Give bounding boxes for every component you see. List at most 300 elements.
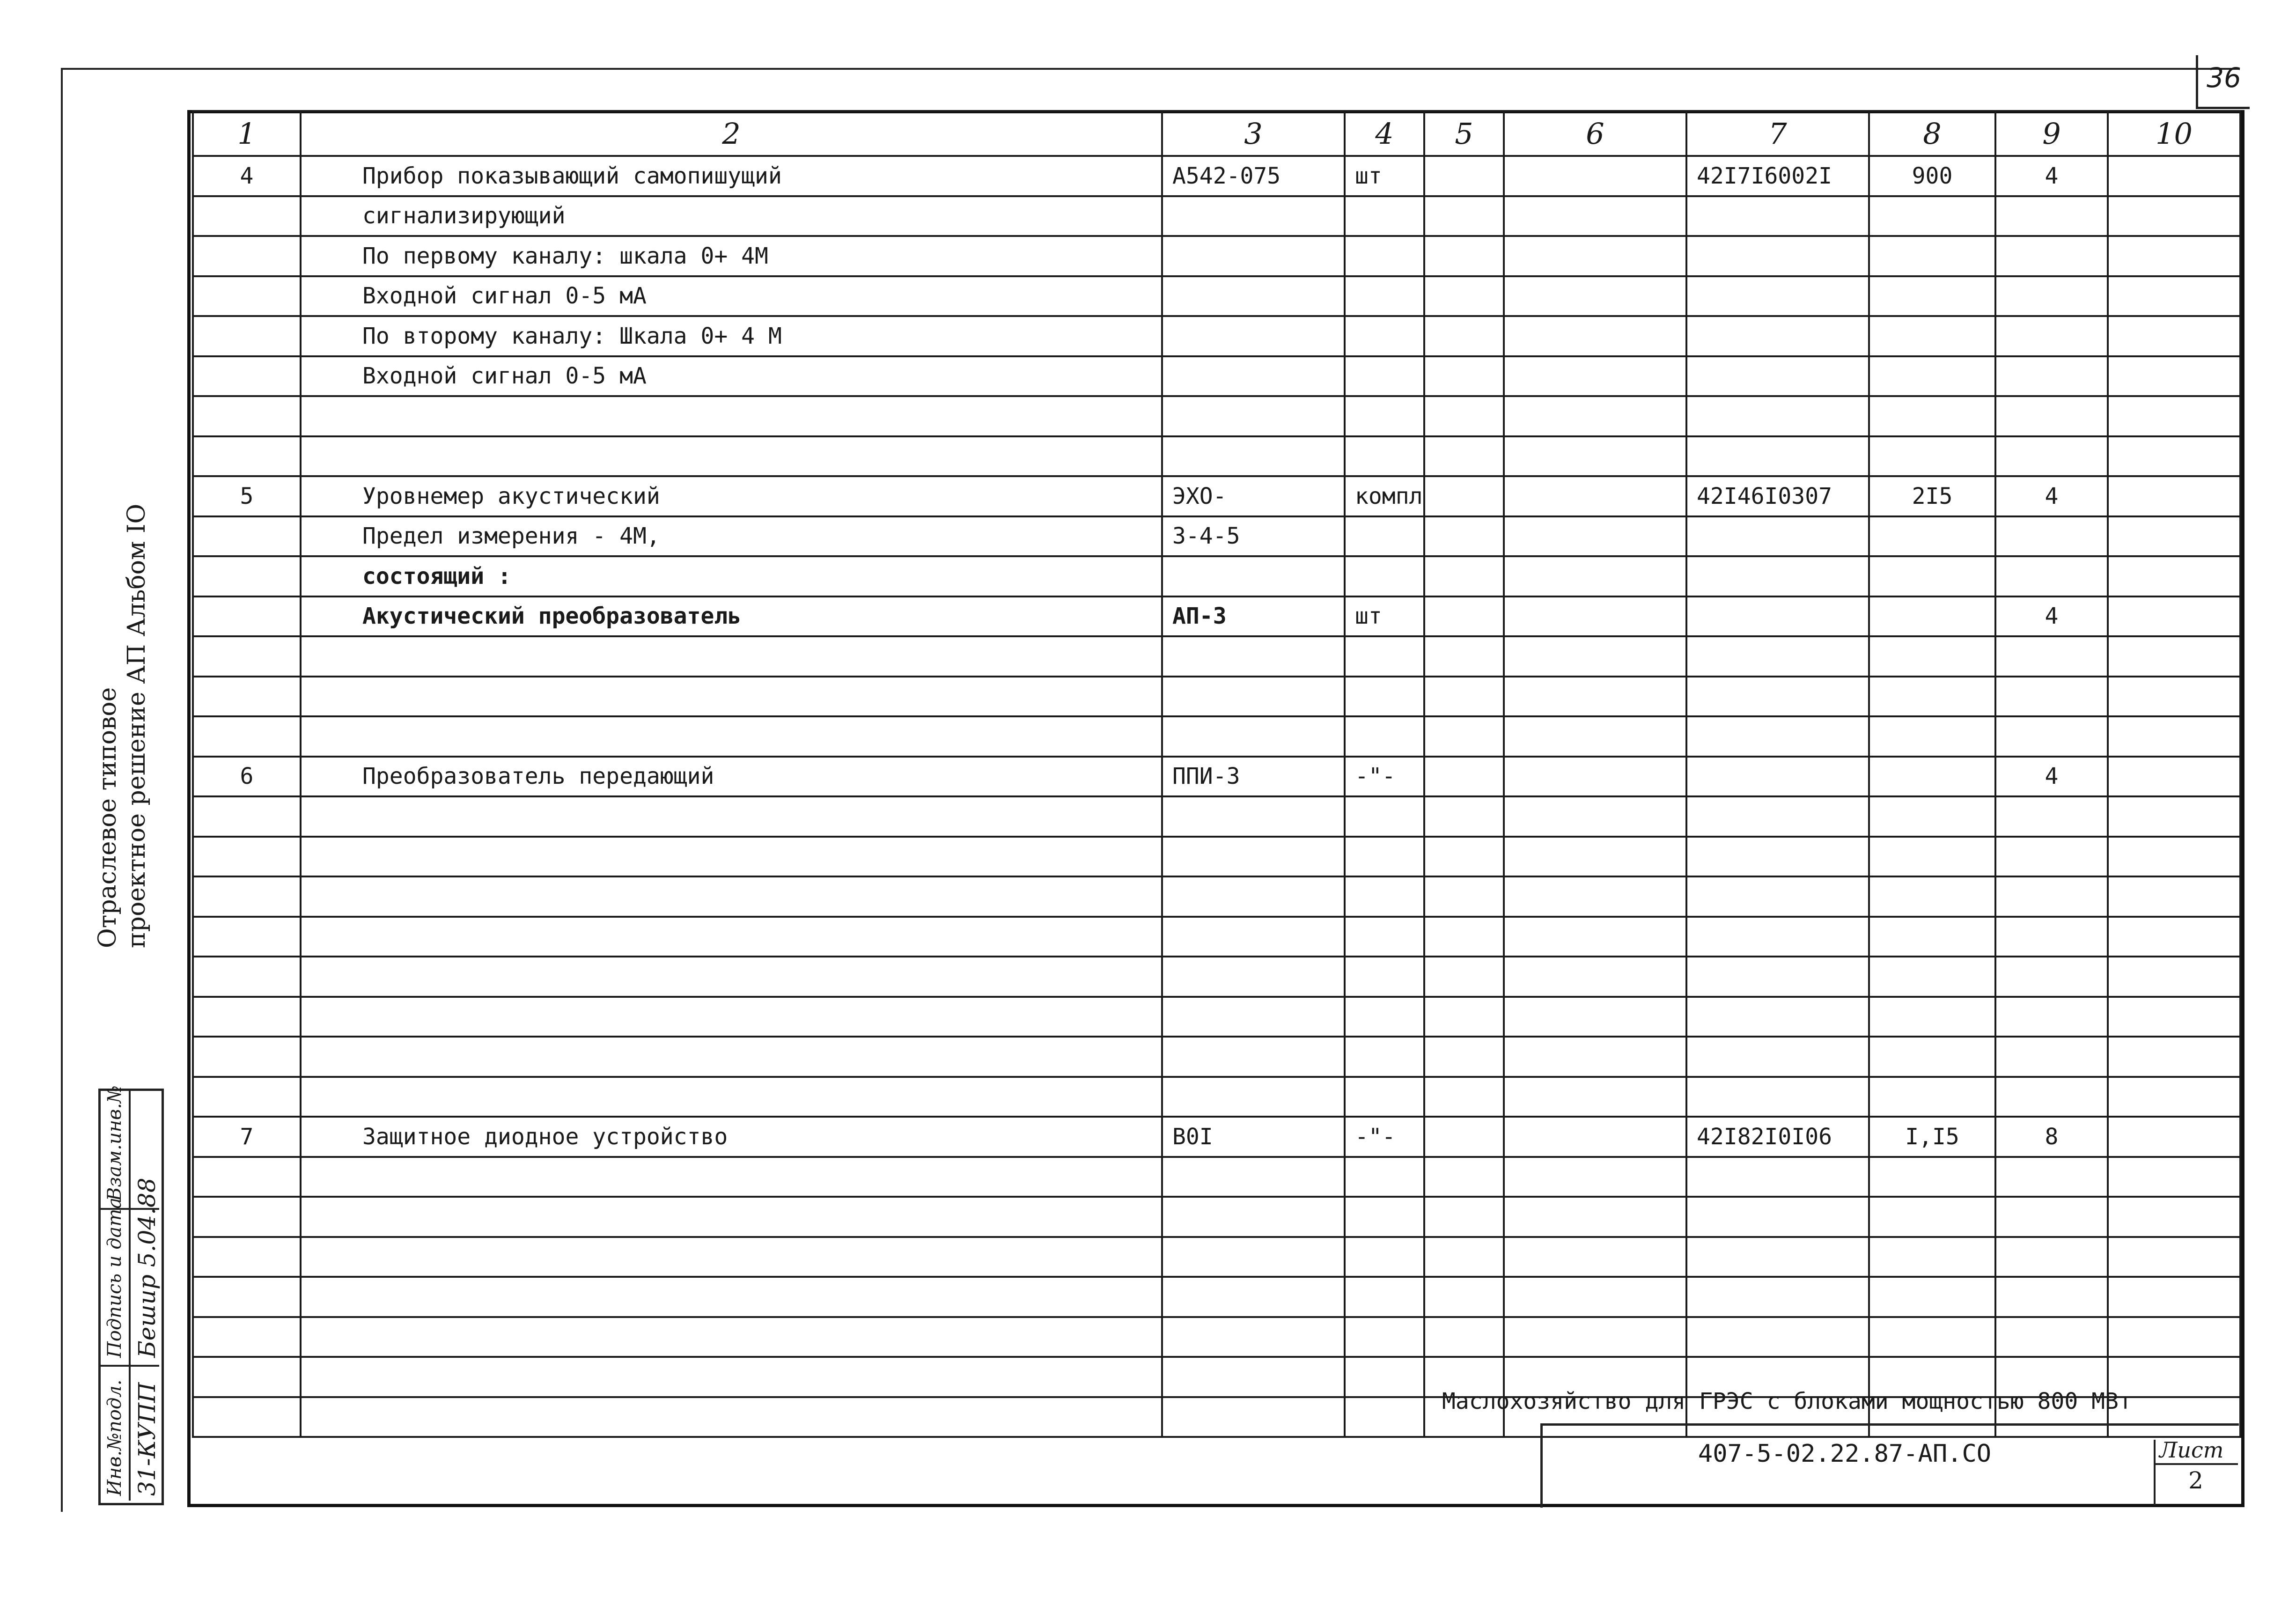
code-cell xyxy=(1686,716,1869,757)
price-cell xyxy=(1869,997,1995,1037)
price-cell xyxy=(1869,837,1995,877)
price-cell xyxy=(1869,436,1995,477)
position-cell xyxy=(193,316,301,356)
unit-cell xyxy=(1345,1077,1424,1117)
table-row xyxy=(193,516,2240,557)
position-cell xyxy=(193,1157,301,1197)
quantity-cell xyxy=(1995,1077,2108,1117)
code-cell xyxy=(1686,596,1869,637)
quantity-cell xyxy=(1995,957,2108,997)
code-cell xyxy=(1686,876,1869,917)
unit-cell xyxy=(1345,276,1424,317)
unit-cell xyxy=(1345,1317,1424,1357)
name-cell: Входной сигнал 0-5 мА xyxy=(301,276,1162,317)
code-cell xyxy=(1686,236,1869,276)
table-row xyxy=(193,917,2240,957)
header-col-10: 10 xyxy=(2108,111,2240,156)
code-cell xyxy=(1686,917,1869,957)
quantity-cell xyxy=(1995,1317,2108,1357)
name-cell xyxy=(301,1397,1162,1437)
footer-caption: Маслохозяйство для ГРЭС с блоками мощностью 800 МВт xyxy=(1442,1388,2132,1414)
col5-cell xyxy=(1424,876,1504,917)
price-cell: 900 xyxy=(1869,156,1995,196)
col6-cell xyxy=(1504,1197,1686,1237)
sign-date-value: Бешир 5.04.88 xyxy=(133,1178,161,1358)
col5-cell xyxy=(1424,236,1504,276)
code-cell xyxy=(1686,1077,1869,1117)
price-cell xyxy=(1869,1317,1995,1357)
type-cell xyxy=(1162,1037,1345,1077)
table-row xyxy=(193,796,2240,837)
table-row xyxy=(193,1277,2240,1317)
type-cell xyxy=(1162,876,1345,917)
col5-cell xyxy=(1424,837,1504,877)
position-cell xyxy=(193,1317,301,1357)
code-cell xyxy=(1686,396,1869,436)
type-cell xyxy=(1162,436,1345,477)
table-row xyxy=(193,436,2240,477)
col6-cell xyxy=(1504,396,1686,436)
position-cell xyxy=(193,596,301,637)
col5-cell xyxy=(1424,1117,1504,1157)
col5-cell xyxy=(1424,997,1504,1037)
name-cell: По первому каналу: шкала 0+ 4М xyxy=(301,236,1162,276)
position-cell xyxy=(193,1357,301,1397)
type-cell: А542-075 xyxy=(1162,156,1345,196)
col5-cell xyxy=(1424,516,1504,557)
header-col-3: 3 xyxy=(1162,111,1345,156)
unit-cell xyxy=(1345,1037,1424,1077)
type-cell xyxy=(1162,1077,1345,1117)
quantity-cell xyxy=(1995,236,2108,276)
code-cell: 42I82I0I06 xyxy=(1686,1117,1869,1157)
col10-cell xyxy=(2108,316,2240,356)
price-cell xyxy=(1869,196,1995,236)
name-cell xyxy=(301,1237,1162,1277)
type-cell: АП-3 xyxy=(1162,596,1345,637)
col10-cell xyxy=(2108,1157,2240,1197)
position-cell xyxy=(193,236,301,276)
quantity-cell xyxy=(1995,356,2108,397)
name-cell xyxy=(301,677,1162,717)
unit-cell xyxy=(1345,1397,1424,1437)
name-cell: Уровнемер акустический xyxy=(301,476,1162,516)
col6-cell xyxy=(1504,1117,1686,1157)
code-cell xyxy=(1686,837,1869,877)
unit-cell xyxy=(1345,1237,1424,1277)
quantity-cell xyxy=(1995,636,2108,677)
quantity-cell: 4 xyxy=(1995,476,2108,516)
col10-cell xyxy=(2108,396,2240,436)
price-cell xyxy=(1869,516,1995,557)
price-cell xyxy=(1869,1237,1995,1277)
col10-cell xyxy=(2108,556,2240,596)
type-cell xyxy=(1162,356,1345,397)
name-cell xyxy=(301,837,1162,877)
position-cell xyxy=(193,837,301,877)
unit-cell xyxy=(1345,356,1424,397)
table-row xyxy=(193,1237,2240,1277)
col10-cell xyxy=(2108,516,2240,557)
col10-cell xyxy=(2108,596,2240,637)
table-row xyxy=(193,556,2240,596)
code-cell xyxy=(1686,196,1869,236)
code-cell xyxy=(1686,1277,1869,1317)
quantity-cell xyxy=(1995,796,2108,837)
col10-cell xyxy=(2108,156,2240,196)
unit-cell xyxy=(1345,516,1424,557)
table-row xyxy=(193,476,2240,516)
position-cell xyxy=(193,716,301,757)
table-row xyxy=(193,1037,2240,1077)
name-cell: состоящий : xyxy=(301,556,1162,596)
name-cell xyxy=(301,396,1162,436)
quantity-cell: 4 xyxy=(1995,757,2108,797)
col5-cell xyxy=(1424,957,1504,997)
col5-cell xyxy=(1424,156,1504,196)
code-cell xyxy=(1686,1157,1869,1197)
price-cell xyxy=(1869,1157,1995,1197)
name-cell xyxy=(301,1317,1162,1357)
inv-orig-label: Инв.№подл. xyxy=(104,1379,125,1496)
col10-cell xyxy=(2108,436,2240,477)
table-row xyxy=(193,356,2240,397)
type-cell xyxy=(1162,1197,1345,1237)
unit-cell xyxy=(1345,796,1424,837)
type-cell xyxy=(1162,1157,1345,1197)
type-cell xyxy=(1162,677,1345,717)
name-cell xyxy=(301,1197,1162,1237)
col5-cell xyxy=(1424,436,1504,477)
col10-cell xyxy=(2108,636,2240,677)
quantity-cell xyxy=(1995,837,2108,877)
col6-cell xyxy=(1504,1077,1686,1117)
side-stamp-divider xyxy=(129,1089,131,1501)
table-row xyxy=(193,1157,2240,1197)
col5-cell xyxy=(1424,1317,1504,1357)
col10-cell xyxy=(2108,997,2240,1037)
position-cell xyxy=(193,276,301,317)
type-cell xyxy=(1162,396,1345,436)
price-cell xyxy=(1869,716,1995,757)
position-cell: 6 xyxy=(193,757,301,797)
unit-cell: компл xyxy=(1345,476,1424,516)
col6-cell xyxy=(1504,1157,1686,1197)
quantity-cell: 8 xyxy=(1995,1117,2108,1157)
table-row xyxy=(193,276,2240,317)
col6-cell xyxy=(1504,1037,1686,1077)
type-cell xyxy=(1162,1237,1345,1277)
code-cell xyxy=(1686,1317,1869,1357)
quantity-cell xyxy=(1995,876,2108,917)
unit-cell xyxy=(1345,917,1424,957)
name-cell xyxy=(301,1277,1162,1317)
code-cell xyxy=(1686,316,1869,356)
table-row xyxy=(193,596,2240,637)
header-col-6: 6 xyxy=(1504,111,1686,156)
code-cell xyxy=(1686,516,1869,557)
position-cell xyxy=(193,1077,301,1117)
price-cell xyxy=(1869,917,1995,957)
price-cell xyxy=(1869,276,1995,317)
name-cell xyxy=(301,636,1162,677)
code-cell xyxy=(1686,957,1869,997)
side-stamp-row-line xyxy=(98,1365,159,1367)
col5-cell xyxy=(1424,1077,1504,1117)
col6-cell xyxy=(1504,476,1686,516)
type-cell xyxy=(1162,1357,1345,1397)
col6-cell xyxy=(1504,276,1686,317)
unit-cell xyxy=(1345,636,1424,677)
unit-cell xyxy=(1345,716,1424,757)
col6-cell xyxy=(1504,837,1686,877)
header-col-8: 8 xyxy=(1869,111,1995,156)
table-row xyxy=(193,677,2240,717)
type-cell xyxy=(1162,997,1345,1037)
col6-cell xyxy=(1504,716,1686,757)
price-cell xyxy=(1869,1197,1995,1237)
price-cell xyxy=(1869,796,1995,837)
col10-cell xyxy=(2108,716,2240,757)
code-cell: 42I46I0307 xyxy=(1686,476,1869,516)
col10-cell xyxy=(2108,236,2240,276)
price-cell: 2I5 xyxy=(1869,476,1995,516)
table-row xyxy=(193,1117,2240,1157)
quantity-cell xyxy=(1995,1277,2108,1317)
quantity-cell xyxy=(1995,677,2108,717)
table-row xyxy=(193,957,2240,997)
unit-cell: шт xyxy=(1345,156,1424,196)
col5-cell xyxy=(1424,1197,1504,1237)
unit-cell: шт xyxy=(1345,596,1424,637)
quantity-cell: 4 xyxy=(1995,156,2108,196)
col10-cell xyxy=(2108,196,2240,236)
col10-cell xyxy=(2108,1077,2240,1117)
price-cell xyxy=(1869,1037,1995,1077)
quantity-cell xyxy=(1995,516,2108,557)
position-cell xyxy=(193,957,301,997)
col5-cell xyxy=(1424,556,1504,596)
col10-cell xyxy=(2108,677,2240,717)
code-cell xyxy=(1686,636,1869,677)
sign-date-label: Подпись и дата xyxy=(104,1197,125,1358)
col5-cell xyxy=(1424,1157,1504,1197)
price-cell xyxy=(1869,356,1995,397)
header-col-4: 4 xyxy=(1345,111,1424,156)
price-cell xyxy=(1869,1277,1995,1317)
col5-cell xyxy=(1424,1037,1504,1077)
col10-cell xyxy=(2108,1237,2240,1277)
name-cell: По второму каналу: Шкала 0+ 4 М xyxy=(301,316,1162,356)
name-cell xyxy=(301,957,1162,997)
unit-cell: -"- xyxy=(1345,1117,1424,1157)
col6-cell xyxy=(1504,556,1686,596)
type-cell xyxy=(1162,957,1345,997)
price-cell xyxy=(1869,636,1995,677)
unit-cell xyxy=(1345,196,1424,236)
col6-cell xyxy=(1504,196,1686,236)
unit-cell xyxy=(1345,396,1424,436)
name-cell xyxy=(301,796,1162,837)
price-cell xyxy=(1869,236,1995,276)
type-cell xyxy=(1162,1317,1345,1357)
code-cell xyxy=(1686,1037,1869,1077)
type-cell xyxy=(1162,1397,1345,1437)
col6-cell xyxy=(1504,876,1686,917)
code-cell xyxy=(1686,796,1869,837)
table-row xyxy=(193,1197,2240,1237)
position-cell xyxy=(193,396,301,436)
price-cell xyxy=(1869,596,1995,637)
inv-orig-value: 31-КУПП xyxy=(133,1382,161,1496)
name-cell xyxy=(301,1077,1162,1117)
quantity-cell: 4 xyxy=(1995,596,2108,637)
col10-cell xyxy=(2108,957,2240,997)
specification-table xyxy=(192,110,2241,1438)
type-cell xyxy=(1162,716,1345,757)
price-cell xyxy=(1869,957,1995,997)
table-row xyxy=(193,236,2240,276)
table-row xyxy=(193,636,2240,677)
quantity-cell xyxy=(1995,1037,2108,1077)
code-cell xyxy=(1686,997,1869,1037)
table-row xyxy=(193,757,2240,797)
col10-cell xyxy=(2108,1317,2240,1357)
unit-cell xyxy=(1345,556,1424,596)
position-cell xyxy=(193,1277,301,1317)
code-cell xyxy=(1686,556,1869,596)
col5-cell xyxy=(1424,757,1504,797)
price-cell xyxy=(1869,1077,1995,1117)
type-cell xyxy=(1162,796,1345,837)
quantity-cell xyxy=(1995,396,2108,436)
name-cell xyxy=(301,436,1162,477)
quantity-cell xyxy=(1995,1197,2108,1237)
col6-cell xyxy=(1504,316,1686,356)
code-cell: 42I7I6002I xyxy=(1686,156,1869,196)
sheet-cell-divider xyxy=(2154,1463,2238,1465)
col10-cell xyxy=(2108,356,2240,397)
type-cell: 3-4-5 xyxy=(1162,516,1345,557)
position-cell: 4 xyxy=(193,156,301,196)
col6-cell xyxy=(1504,757,1686,797)
unit-cell xyxy=(1345,236,1424,276)
col6-cell xyxy=(1504,596,1686,637)
type-cell xyxy=(1162,196,1345,236)
col5-cell xyxy=(1424,1277,1504,1317)
table-header-row xyxy=(193,111,2240,156)
document-code: 407-5-02.22.87-АП.СО xyxy=(1698,1440,1992,1468)
type-cell: ППИ-3 xyxy=(1162,757,1345,797)
col10-cell xyxy=(2108,276,2240,317)
name-cell xyxy=(301,716,1162,757)
quantity-cell xyxy=(1995,196,2108,236)
table-row xyxy=(193,1077,2240,1117)
col5-cell xyxy=(1424,476,1504,516)
col5-cell xyxy=(1424,796,1504,837)
col5-cell xyxy=(1424,196,1504,236)
col10-cell xyxy=(2108,757,2240,797)
col10-cell xyxy=(2108,917,2240,957)
name-cell xyxy=(301,997,1162,1037)
table-row xyxy=(193,196,2240,236)
type-cell xyxy=(1162,837,1345,877)
col5-cell xyxy=(1424,1237,1504,1277)
unit-cell xyxy=(1345,997,1424,1037)
quantity-cell xyxy=(1995,556,2108,596)
table-row xyxy=(193,396,2240,436)
col5-cell xyxy=(1424,636,1504,677)
type-cell xyxy=(1162,917,1345,957)
header-col-1: 1 xyxy=(193,111,301,156)
col10-cell xyxy=(2108,796,2240,837)
table-row xyxy=(193,876,2240,917)
code-cell xyxy=(1686,677,1869,717)
col6-cell xyxy=(1504,917,1686,957)
header-col-7: 7 xyxy=(1686,111,1869,156)
col6-cell xyxy=(1504,436,1686,477)
name-cell xyxy=(301,876,1162,917)
side-label-line2: проектное решение АП Альбом IO xyxy=(123,503,151,948)
col6-cell xyxy=(1504,236,1686,276)
col6-cell xyxy=(1504,356,1686,397)
col6-cell xyxy=(1504,796,1686,837)
col10-cell xyxy=(2108,837,2240,877)
sheet-label: Лист xyxy=(2159,1437,2224,1463)
col10-cell xyxy=(2108,876,2240,917)
code-cell xyxy=(1686,757,1869,797)
position-cell xyxy=(193,516,301,557)
col5-cell xyxy=(1424,276,1504,317)
position-cell xyxy=(193,677,301,717)
unit-cell xyxy=(1345,837,1424,877)
price-cell xyxy=(1869,876,1995,917)
sheet-value: 2 xyxy=(2188,1467,2203,1494)
col5-cell xyxy=(1424,917,1504,957)
code-cell xyxy=(1686,1237,1869,1277)
unit-cell xyxy=(1345,436,1424,477)
name-cell: Прибор показывающий самопишущий xyxy=(301,156,1162,196)
table-row xyxy=(193,316,2240,356)
quantity-cell xyxy=(1995,276,2108,317)
col6-cell xyxy=(1504,957,1686,997)
position-cell xyxy=(193,636,301,677)
col6-cell xyxy=(1504,1317,1686,1357)
table-row xyxy=(193,156,2240,196)
unit-cell xyxy=(1345,876,1424,917)
position-cell xyxy=(193,1037,301,1077)
col6-cell xyxy=(1504,516,1686,557)
position-cell xyxy=(193,876,301,917)
unit-cell xyxy=(1345,1357,1424,1397)
code-cell xyxy=(1686,436,1869,477)
type-cell xyxy=(1162,1277,1345,1317)
quantity-cell xyxy=(1995,1237,2108,1277)
position-cell xyxy=(193,556,301,596)
header-col-5: 5 xyxy=(1424,111,1504,156)
table-row xyxy=(193,837,2240,877)
name-cell xyxy=(301,1157,1162,1197)
unit-cell xyxy=(1345,677,1424,717)
name-cell xyxy=(301,917,1162,957)
type-cell: ЭХО- xyxy=(1162,476,1345,516)
col10-cell xyxy=(2108,1197,2240,1237)
col5-cell xyxy=(1424,596,1504,637)
header-col-9: 9 xyxy=(1995,111,2108,156)
position-cell: 5 xyxy=(193,476,301,516)
unit-cell: -"- xyxy=(1345,757,1424,797)
code-cell xyxy=(1686,276,1869,317)
